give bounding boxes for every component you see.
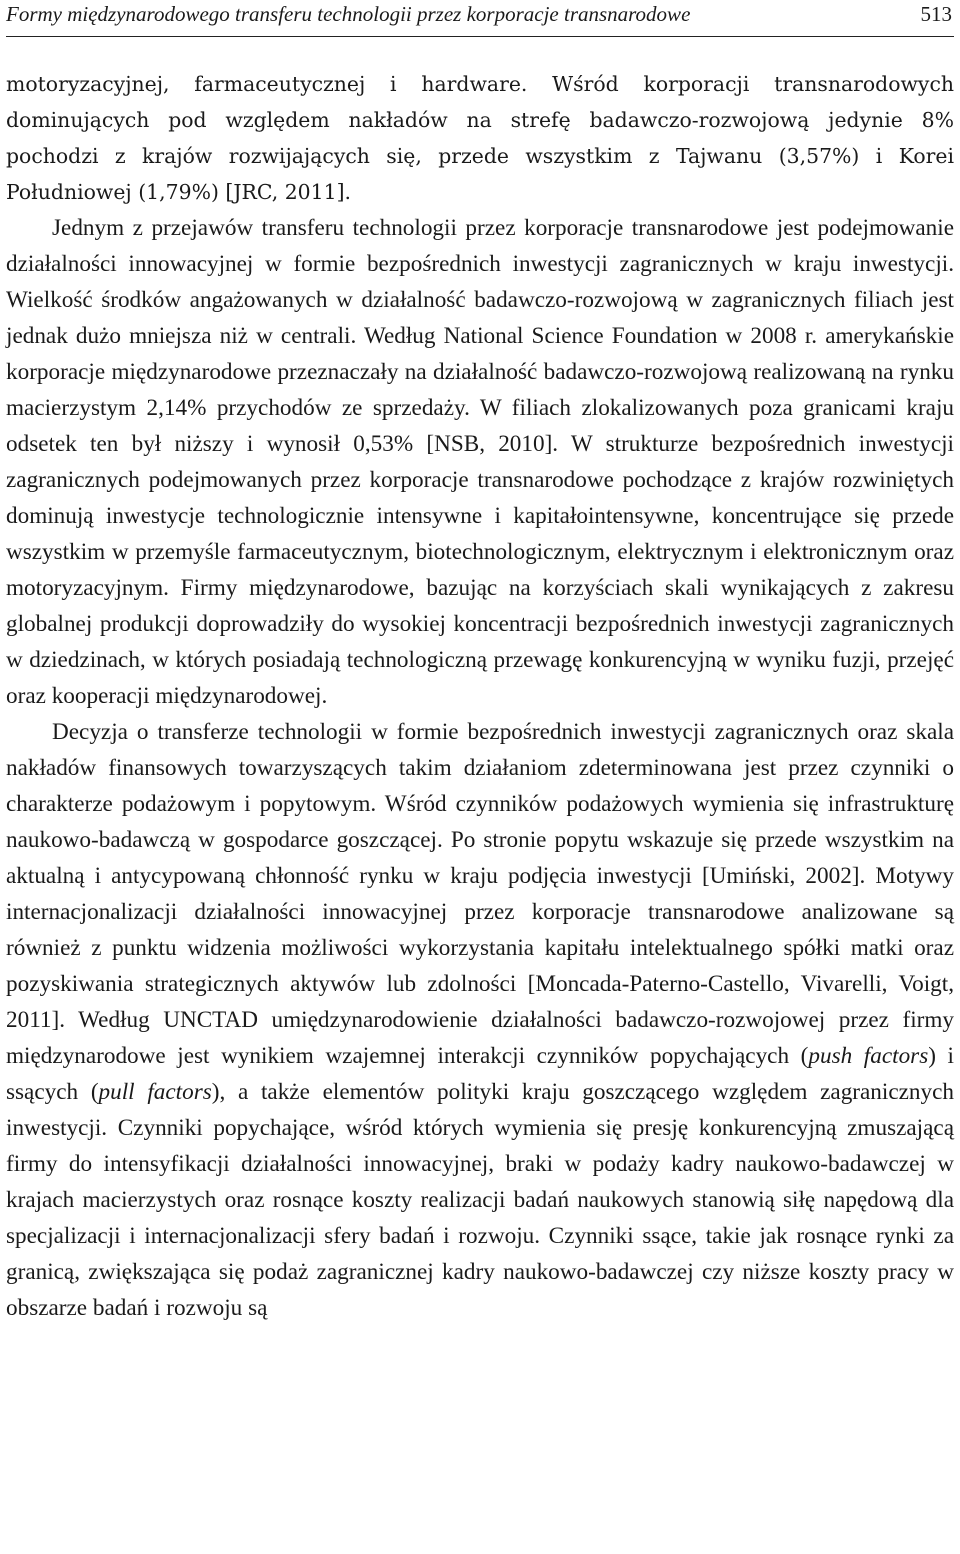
running-title: Formy międzynarodowego transferu technologii przez korporacje transnarodowe bbox=[6, 2, 691, 26]
page-number: 513 bbox=[920, 2, 952, 26]
paragraph-text-segment: ), a także elementów polityki kraju goszczącego względem zagranicznych inwestycji. Czynniki popychające, wśród których wymienia się presję konkurencyjną zmuszającą firmy do intensyfikacji działalności innowacyjnej, braki w podaży kadry naukowo-badawczej w krajach macierzystych oraz rosnące koszty realizacji badań naukowych stanowią siłę napędową dla specjalizacji i internacjonalizacji sfery badań i rozwoju. Czynniki ssące, takie jak rosnące rynki za granicą, zwiększająca się podaż zagranicznej kadry naukowo-badawczej czy niższe koszty pracy w obszarze badań i rozwoju są bbox=[6, 1079, 954, 1321]
push-factors-term: push factors bbox=[808, 1043, 929, 1069]
running-header bbox=[6, 0, 954, 37]
paragraph-text-segment: ) i ssących ( bbox=[6, 1043, 954, 1105]
paragraph-fdi-innovation: Jednym z przejawów transferu technologii przez korporacje transnarodowe jest podejmowanie działalności innowacyjnej w formie bezpośrednich inwestycji zagranicznych w kraju inwestycji. Wielkość środków angażowanych w działalność badawczo-rozwojową w zagranicznych filiach jest jednak dużo mniejsza niż w centrali. Według National Science Foundation w 2008 r. amerykańskie korporacje międzynarodowe przeznaczały na działalność badawczo-rozwojową realizowaną na rynku macierzystym 2,14% przychodów ze sprzedaży. W filiach zlokalizowanych poza granicami kraju odsetek ten był niższy i wynosił 0,53% [NSB, 2010]. W strukturze bezpośrednich inwestycji zagranicznych podejmowanych przez korporacje transnarodowe pochodzące z krajów rozwiniętych dominują inwestycje technologicznie intensywne i kapitałointensywne, koncentrujące się przede wszystkim w przemyśle farmaceutycznym, biotechnologicznym, elektrycznym i elektronicznym oraz motoryzacyjnym. Firmy międzynarodowe, bazując na korzyściach skali wynikających z zakresu globalnej produkcji doprowadziły do wysokiej koncentracji bezpośrednich inwestycji zagranicznych w dziedzinach, w których posiadają technologiczną przewagę konkurencyjną w wyniku fuzji, przejęć oraz kooperacji międzynarodowej. bbox=[6, 215, 954, 709]
paragraph-decision-factors bbox=[6, 714, 954, 1326]
paragraph-continuation: motoryzacyjnej, farmaceutycznej i hardware. Wśród korporacji transnarodowych dominujących pod względem nakładów na strefę badawczo-rozwojową jedynie 8% pochodzi z krajów rozwijających się, przede wszystkim z Tajwanu (3,57%) i Korei Południowej (1,79%) [JRC, 2011]. bbox=[6, 72, 954, 204]
body-text bbox=[6, 66, 954, 1326]
pull-factors-term: pull factors bbox=[98, 1079, 212, 1105]
paragraph-text-segment: Decyzja o transferze technologii w formie bezpośrednich inwestycji zagranicznych oraz skala nakładów finansowych towarzyszących takim działaniom zdeterminowana jest przez czynniki o charakterze podażowym i popytowym. Wśród czynników podażowych wymienia się infrastrukturę naukowo-badawczą w gospodarce goszczącej. Po stronie popytu wskazuje się przede wszystkim na aktualną i antycypowaną chłonność rynku w kraju podjęcia inwestycji [Umiński, 2002]. Motywy internacjonalizacji działalności innowacyjnej przez korporacje transnarodowe analizowane są również z punktu widzenia możliwości wykorzystania kapitału intelektualnego spółki matki oraz pozyskiwania strategicznych aktywów lub zdolności [Moncada-Paterno-Castello, Vivarelli, Voigt, 2011]. Według UNCTAD umiędzynarodowienie działalności badawczo-rozwojowej przez firmy międzynarodowe jest wynikiem wzajemnej interakcji czynników popychających ( bbox=[6, 719, 954, 1069]
